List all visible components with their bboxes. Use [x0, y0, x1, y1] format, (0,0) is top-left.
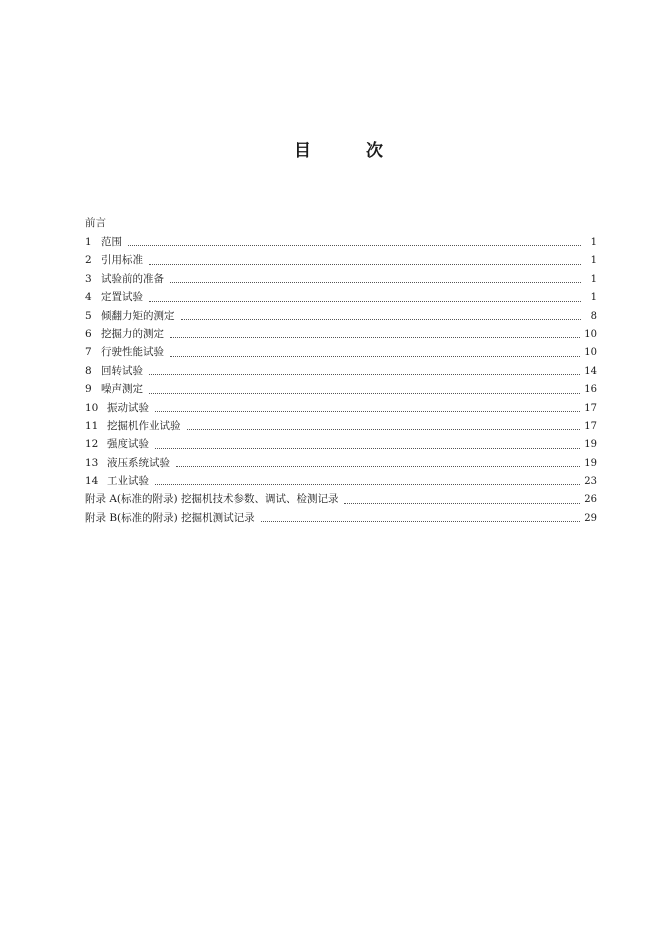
toc-entry-label: 强度试验: [107, 438, 149, 451]
toc-entry: [85, 325, 597, 343]
toc-leader-dots: [187, 428, 581, 430]
toc-entry-page: 1: [590, 255, 597, 267]
toc-leader-dots: [149, 300, 581, 302]
toc-entry-label: 振动试验: [107, 401, 149, 414]
toc-leader-dots: [181, 318, 582, 320]
toc-entry-number: 11: [85, 419, 99, 432]
toc-entry-page: 19: [584, 457, 597, 469]
toc-entry: [85, 343, 597, 361]
page-title-part2: 次: [366, 141, 383, 161]
toc-entry-page: 1: [590, 292, 597, 304]
toc-entry: [85, 270, 597, 288]
toc-entry: [85, 435, 597, 453]
toc-entry: [85, 417, 597, 435]
toc-entry-number: 1: [85, 236, 92, 248]
toc-entry-label: 试验前的准备: [101, 272, 164, 285]
toc-entry-number: 8: [85, 364, 92, 377]
toc-entry-label: 液压系统试验: [107, 456, 170, 469]
toc-leader-dots: [170, 336, 580, 338]
toc-entry-page: 26: [584, 494, 597, 506]
toc-entry-page: 14: [584, 365, 597, 377]
toc-entry-label: 回转试验: [101, 364, 143, 377]
toc-leader-dots: [155, 410, 580, 412]
toc-entry-number: 5: [85, 309, 92, 322]
toc-entry-label: 噪声测定: [101, 383, 143, 396]
toc-entry-number: 10: [85, 401, 99, 414]
toc-entry-page: 1: [590, 273, 597, 285]
toc-heading-foreword: 前言: [85, 217, 106, 229]
toc-entry-label: 附录 A(标准的附录) 挖掘机技术参数、调试、检测记录: [85, 493, 339, 506]
toc-entry-number: 4: [85, 291, 92, 304]
toc-entry: [85, 307, 597, 325]
toc-leader-dots: [261, 520, 581, 522]
table-of-contents: [85, 233, 597, 527]
toc-entry-page: 10: [584, 347, 597, 359]
toc-entry-number: 6: [85, 327, 92, 340]
toc-entry-page: 17: [584, 420, 597, 432]
toc-entry-number: 2: [85, 254, 92, 267]
toc-entry-number: 13: [85, 456, 99, 469]
toc-entry-page: 29: [584, 512, 597, 524]
toc-entry-number: 7: [85, 346, 92, 359]
toc-leader-dots: [149, 373, 580, 375]
toc-entry: [85, 454, 597, 472]
toc-leader-dots: [149, 392, 580, 394]
toc-leader-dots: [176, 465, 580, 467]
toc-entry-number: 12: [85, 438, 99, 451]
toc-entry-label: 引用标准: [101, 254, 143, 267]
toc-leader-dots: [155, 483, 580, 485]
toc-entry-label: 定置试验: [101, 291, 143, 304]
toc-entry-page: 19: [584, 439, 597, 451]
toc-entry: [85, 233, 597, 251]
toc-entry-label: 附录 B(标准的附录) 挖掘机测试记录: [85, 511, 255, 524]
toc-entry-label: 挖掘机作业试验: [107, 419, 181, 432]
toc-entry: [85, 399, 597, 417]
toc-leader-dots: [344, 502, 580, 504]
toc-entry-number: 3: [85, 272, 92, 285]
toc-entry: [85, 288, 597, 306]
toc-entry-appendix-b: [85, 509, 597, 527]
toc-entry-label: 挖掘力的测定: [101, 327, 164, 340]
toc-entry-number: 9: [85, 383, 92, 396]
toc-entry-label: 工业试验: [107, 475, 149, 488]
toc-entry-page: 8: [590, 310, 597, 322]
toc-entry-label: 倾翻力矩的测定: [101, 309, 175, 322]
toc-leader-dots: [170, 281, 581, 283]
toc-entry-page: 1: [590, 237, 597, 248]
toc-entry-number: 14: [85, 475, 99, 488]
toc-entry: [85, 380, 597, 398]
toc-entry-label: 行驶性能试验: [101, 346, 164, 359]
toc-entry-page: 10: [584, 328, 597, 340]
page-title-part1: 目: [294, 141, 311, 161]
toc-entry-label: 范围: [101, 236, 122, 248]
toc-entry: [85, 472, 597, 490]
toc-entry-page: 23: [584, 476, 597, 488]
toc-leader-dots: [155, 447, 580, 449]
toc-entry: [85, 362, 597, 380]
toc-entry-appendix-a: [85, 490, 597, 508]
toc-entry-page: 16: [584, 384, 597, 396]
toc-leader-dots: [128, 244, 581, 246]
toc-leader-dots: [149, 263, 581, 265]
toc-entry: [85, 251, 597, 269]
toc-entry-page: 17: [584, 402, 597, 414]
toc-leader-dots: [170, 355, 580, 357]
